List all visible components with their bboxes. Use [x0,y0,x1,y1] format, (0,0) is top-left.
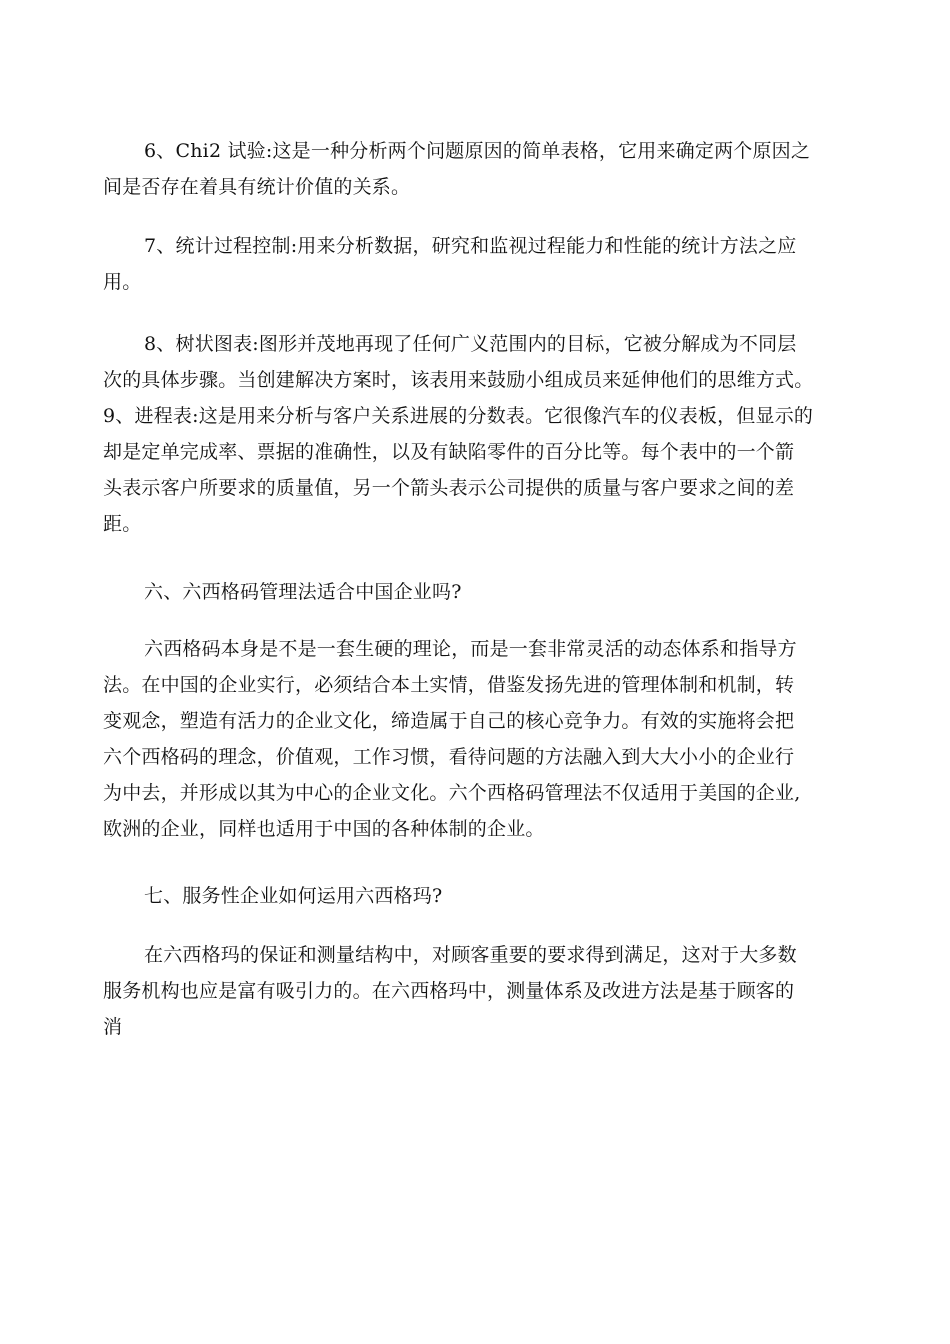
section-7-paragraph [103,937,853,1045]
heading-text: 六、六西格码管理法适合中国企业吗? [144,581,462,603]
text-line: 法。在中国的企业实行，必须结合本土实情，借鉴发扬先进的管理体制和机制，转 [103,674,795,696]
heading-text: 七、服务性企业如何运用六西格玛? [144,885,443,907]
text-line: 六西格码本身是不是一套生硬的理论，而是一套非常灵活的动态体系和指导方 [144,638,797,660]
item-8-9-tree-and-progress [103,326,853,542]
text-line: 8、树状图表:图形并茂地再现了任何广义范围内的目标，它被分解成为不同层 [144,333,797,355]
text-line: 6、Chi2 试验:这是一种分析两个问题原因的简单表格，它用来确定两个原因之 [144,140,811,162]
section-heading-6 [103,574,853,610]
item-6-chi2-test [103,133,853,205]
section-heading-7 [103,878,853,914]
text-line: 9、进程表:这是用来分析与客户关系进展的分数表。它很像汽车的仪表板，但显示的 [103,405,814,427]
text-line: 欧洲的企业，同样也适用于中国的各种体制的企业。 [103,818,545,840]
text-line: 次的具体步骤。当创建解决方案时，该表用来鼓励小组成员来延伸他们的思维方式。 [103,369,814,391]
text-line: 却是定单完成率、票据的准确性，以及有缺陷零件的百分比等。每个表中的一个箭 [103,441,795,463]
text-line: 变观念，塑造有活力的企业文化，缔造属于自己的核心竞争力。有效的实施将会把 [103,710,795,732]
text-line: 间是否存在着具有统计价值的关系。 [103,176,411,198]
text-line: 六个西格码的理念，价值观，工作习惯，看待问题的方法融入到大大小小的企业行 [103,746,795,768]
text-line: 头表示客户所要求的质量值，另一个箭头表示公司提供的质量与客户要求之间的差 [103,477,795,499]
text-line: 距。 [103,513,142,535]
text-line: 消 [103,1016,123,1038]
text-line: 用。 [103,271,142,293]
text-line: 7、统计过程控制:用来分析数据，研究和监视过程能力和性能的统计方法之应 [144,235,797,257]
section-6-paragraph [103,631,853,847]
item-7-spc [103,228,853,300]
text-line: 为中去，并形成以其为中心的企业文化。六个西格码管理法不仅适用于美国的企业, [103,782,801,804]
text-line: 在六西格玛的保证和测量结构中，对顾客重要的要求得到满足，这对于大多数 [144,944,797,966]
text-line: 服务机构也应是富有吸引力的。在六西格玛中，测量体系及改进方法是基于顾客的 [103,980,795,1002]
